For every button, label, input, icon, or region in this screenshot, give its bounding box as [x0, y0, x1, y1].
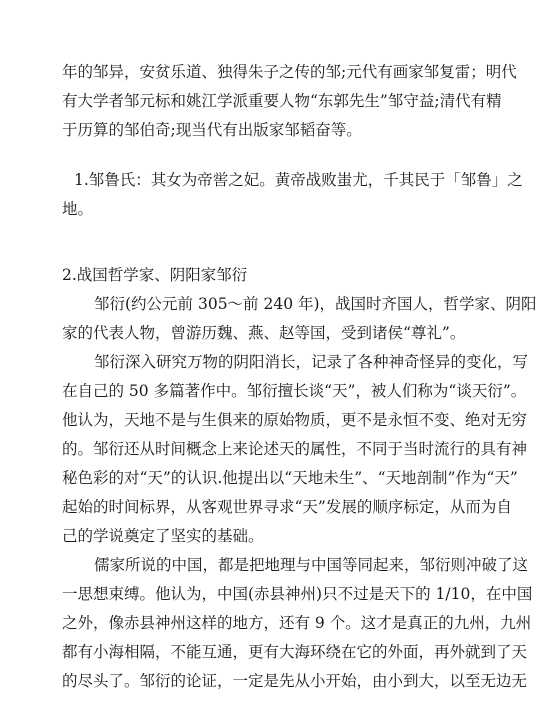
section-2-paragraph-2: [62, 348, 529, 551]
text-line: 的。邹衍还从时间概念上来论述天的属性，不同于当时流行的具有神: [62, 440, 528, 458]
text-line: 秘色彩的对“天”的认识.他提出以“天地未生”、“天地剖制”作为“天”: [62, 469, 518, 487]
section-heading: 2.战国哲学家、阴阳家邹衍: [62, 266, 248, 284]
text-line: 一思想束缚。他认为，中国(赤县神州)只不过是天下的 1/10，在中国: [62, 585, 533, 603]
text-line: 邹衍(约公元前 305～前 240 年)，战国时齐国人，哲学家、阴阳: [94, 295, 537, 313]
text-line: 在自己的 50 多篇著作中。邹衍擅长谈“天”，被人们称为“谈天衍”。: [62, 382, 527, 400]
paragraph-spacer: [62, 224, 434, 261]
text-line: 的尽头了。邹衍的论证，一定是先从小开始，由小到大，以至无边无: [62, 672, 528, 690]
document-page: [62, 58, 537, 696]
section-2-paragraph-1: [62, 290, 537, 348]
section-2-paragraph-3: [62, 551, 533, 696]
text-line: 地。: [62, 200, 94, 218]
section-2: [62, 261, 537, 696]
text-line: 年的邹异，安贫乐道、独得朱子之传的邹;元代有画家邹复雷；明代: [62, 63, 517, 81]
top-paragraph: [62, 58, 517, 145]
text-line: 他认为，天地不是与生俱来的原始物质，更不是永恒不变、绝对无穷: [62, 411, 528, 429]
text-line: 起始的时间标界，从客观世界寻求“天”发展的顺序标定，从而为自: [62, 498, 512, 516]
text-line: 己的学说奠定了坚实的基础。: [62, 527, 264, 545]
item-1: [62, 166, 523, 224]
text-line: 儒家所说的中国，都是把地理与中国等同起来，邹衍则冲破了这: [94, 556, 529, 574]
text-line: 于历算的邹伯奇;现当代有出版家邹韬奋等。: [62, 121, 362, 139]
text-line: 之外，像赤县神州这样的地方，还有 9 个。这才是真正的九州，九州: [62, 614, 532, 632]
text-line: 都有小海相隔，不能互通，更有大海环绕在它的外面，再外就到了天: [62, 643, 528, 661]
paragraph-spacer: [62, 145, 434, 166]
text-line: 1.邹鲁氏：其女为帝喾之妃。黄帝战败蚩尤，千其民于「邹鲁」之: [74, 171, 523, 189]
text-line: 家的代表人物，曾游历魏、燕、赵等国，受到诸侯“尊礼”。: [62, 324, 466, 342]
text-line: 邹衍深入研究万物的阴阳消长，记录了各种神奇怪异的变化，写: [94, 353, 529, 371]
text-line: 有大学者邹元标和姚江学派重要人物“东郭先生”邹守益;清代有精: [62, 92, 502, 110]
